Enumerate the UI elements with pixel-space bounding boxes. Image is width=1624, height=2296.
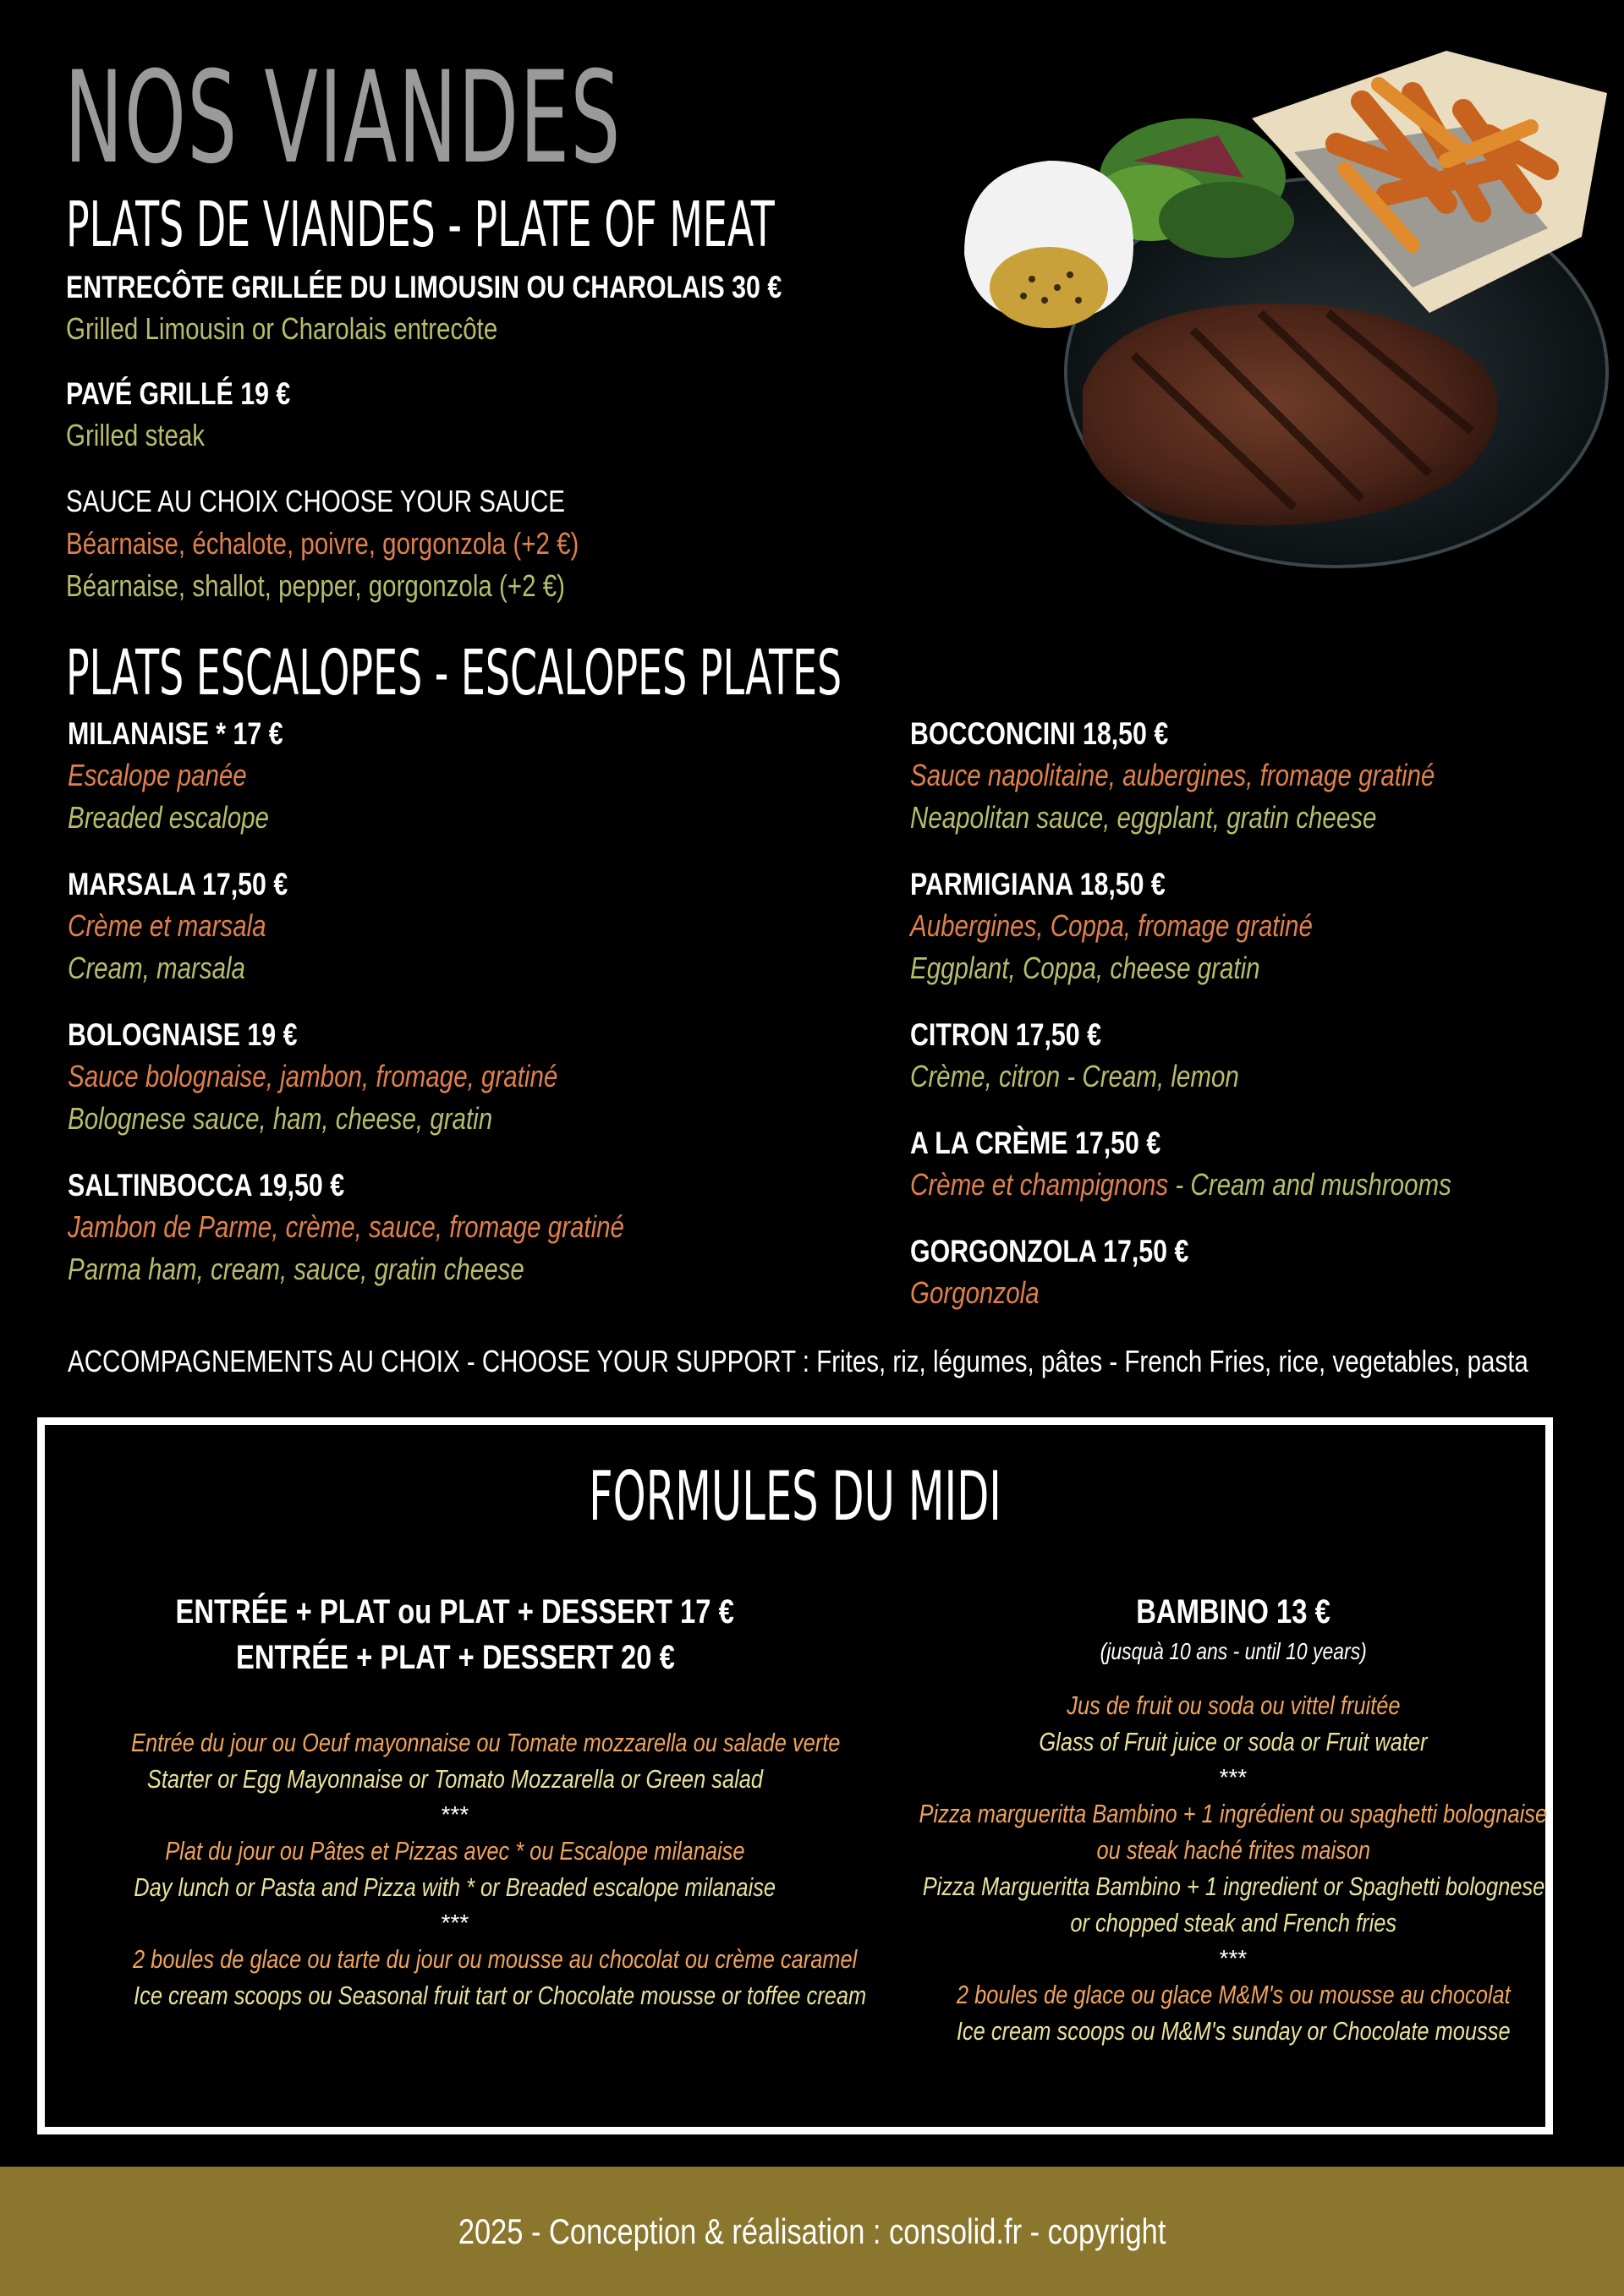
sauce-label: SAUCE AU CHOIX CHOOSE YOUR SAUCE — [66, 484, 565, 518]
menu-item-marsala — [68, 864, 336, 989]
item-desc-en: Eggplant, Coppa, cheese gratin — [910, 951, 1260, 985]
menu-item-parmigiana — [910, 864, 1401, 989]
item-name: SALTINBOCCA — [68, 1168, 252, 1203]
item-name: BOLOGNAISE — [68, 1017, 240, 1052]
item-name: GORGONZOLA — [910, 1234, 1096, 1269]
starter-en: Starter or Egg Mayonnaise or Tomato Mozzarella or Green salad — [146, 1764, 764, 1794]
main-en: Day lunch or Pasta and Pizza with * or Breaded escalope milanaise — [134, 1872, 776, 1902]
item-desc-en: Breaded escalope — [68, 800, 269, 835]
item-name: BOCCONCINI — [910, 716, 1076, 751]
item-price: 17,50 € — [1103, 1234, 1189, 1269]
escalope-section-title: PLATS ESCALOPES - ESCALOPES PLATES — [66, 637, 842, 710]
kids-dessert-fr: 2 boules de glace ou glace M&M's ou mousse au chocolat — [956, 1980, 1511, 2009]
menu-item-saltinbocca — [68, 1165, 746, 1290]
menu-item-entrecote — [66, 267, 939, 350]
menu-item-milanaise — [68, 714, 330, 839]
item-desc-en: Grilled steak — [66, 418, 206, 452]
item-desc-en: - Cream and mushrooms — [1168, 1167, 1451, 1202]
formules-box — [37, 1417, 1553, 2134]
item-desc-fr: Aubergines, Coppa, fromage gratiné — [910, 908, 1313, 943]
dessert-en: Ice cream scoops ou Seasonal fruit tart or Chocolate mousse or toffee cream — [134, 1981, 867, 2010]
item-price: 30 € — [732, 270, 782, 304]
drink-fr: Jus de fruit ou soda ou vittel fruitée — [1066, 1690, 1401, 1720]
dessert-fr: 2 boules de glace ou tarte du jour ou mousse au chocolat ou crème caramel — [132, 1944, 858, 1974]
menu-item-bocconcini — [910, 714, 1550, 839]
item-price: 17,50 € — [201, 867, 288, 901]
item-desc-fr: Gorgonzola — [910, 1275, 1040, 1310]
footer-credit: 2025 - Conception & réalisation : consolid.fr - copyright — [458, 2211, 1166, 2251]
item-desc-fr: Crème et champignons — [910, 1167, 1169, 1202]
item-price: 17,50 € — [1015, 1017, 1101, 1052]
item-name: PAVÉ GRILLÉ — [66, 376, 233, 411]
starter-fr: Entrée du jour ou Oeuf mayonnaise ou Tomate mozzarella ou salade verte — [131, 1728, 841, 1757]
item-price: 18,50 € — [1082, 716, 1169, 751]
item-price: 19,50 € — [258, 1168, 345, 1203]
bambino-age: (jusquà 10 ans - until 10 years) — [1100, 1638, 1367, 1664]
item-name: A LA CRÈME — [910, 1126, 1068, 1160]
item-name: MILANAISE * — [68, 716, 227, 751]
item-desc-en: Parma ham, cream, sauce, gratin cheese — [68, 1252, 524, 1286]
sauce-en: Béarnaise, shallot, pepper, gorgonzola (+2 €) — [66, 568, 565, 603]
item-desc-fr: Sauce bolognaise, jambon, fromage, gratiné — [68, 1059, 558, 1093]
steak-fries-photo — [939, 34, 1624, 592]
sauce-fr: Béarnaise, échalote, poivre, gorgonzola (+2 €) — [66, 526, 579, 561]
sauce-choice — [66, 480, 691, 607]
separator: *** — [1219, 1945, 1248, 1971]
formule-head-1: ENTRÉE + PLAT ou PLAT + DESSERT 17 € — [175, 1593, 735, 1630]
menu-item-pave — [66, 374, 340, 457]
menu-item-a-la-creme — [910, 1123, 1570, 1206]
item-price: 19 € — [240, 376, 291, 411]
formule-menu-column — [53, 1589, 867, 2014]
drink-en: Glass of Fruit juice or soda or Fruit water — [1039, 1727, 1428, 1756]
formules-title: FORMULES DU MIDI — [589, 1457, 1001, 1536]
formule-head-2: ENTRÉE + PLAT + DESSERT 20 € — [235, 1639, 675, 1676]
formule-bambino-column — [840, 1589, 1624, 2049]
separator: *** — [441, 1801, 469, 1827]
sides-choice: ACCOMPAGNEMENTS AU CHOIX - CHOOSE YOUR SUPPORT : Frites, riz, légumes, pâtes - French Fries, rice, vegetables, pasta — [68, 1344, 1528, 1378]
item-desc-en: Neapolitan sauce, eggplant, gratin cheese — [910, 800, 1377, 835]
kids-main-en-1: Pizza Margueritta Bambino + 1 ingredient or Spaghetti bolognese — [922, 1871, 1544, 1901]
bambino-head: BAMBINO 13 € — [1136, 1593, 1330, 1630]
item-desc-en: Bolognese sauce, ham, cheese, gratin — [68, 1101, 493, 1136]
item-name: PARMIGIANA — [910, 867, 1073, 901]
meat-section-title: PLATS DE VIANDES - PLATE OF MEAT — [66, 189, 775, 261]
menu-item-citron — [910, 1015, 1311, 1098]
kids-main-fr-2: ou steak haché frites maison — [1096, 1835, 1370, 1865]
item-price: 19 € — [247, 1017, 298, 1052]
item-desc-fr: Sauce napolitaine, aubergines, fromage gratiné — [910, 758, 1435, 792]
menu-item-gorgonzola — [910, 1231, 1250, 1314]
footer — [0, 2167, 1624, 2296]
kids-main-fr-1: Pizza margueritta Bambino + 1 ingrédient ou spaghetti bolognaise — [919, 1799, 1548, 1828]
kids-main-en-2: or chopped steak and French fries — [1070, 1908, 1396, 1937]
item-desc-fr: Escalope panée — [68, 758, 247, 792]
item-desc-en: Grilled Limousin or Charolais entrecôte — [66, 311, 498, 346]
item-price: 17,50 € — [1074, 1126, 1161, 1160]
item-name: MARSALA — [68, 867, 195, 901]
item-name: ENTRECÔTE GRILLÉE DU LIMOUSIN OU CHAROLAIS — [66, 270, 725, 304]
item-price: 17 € — [233, 716, 283, 751]
item-name: CITRON — [910, 1017, 1009, 1052]
item-desc-fr: Crème et marsala — [68, 908, 266, 943]
page-title: NOS VIANDES — [64, 45, 622, 192]
item-desc-fr: Jambon de Parme, crème, sauce, fromage gratiné — [68, 1209, 624, 1244]
menu-item-bolognaise — [68, 1015, 665, 1140]
separator: *** — [441, 1910, 469, 1936]
main-fr: Plat du jour ou Pâtes et Pizzas avec * ou Escalope milanaise — [165, 1836, 745, 1866]
item-desc-en: Cream, marsala — [68, 951, 245, 985]
item-desc-fr: Crème, citron - Cream, lemon — [910, 1059, 1239, 1093]
kids-dessert-en: Ice cream scoops ou M&M's sunday or Chocolate mousse — [956, 2016, 1511, 2046]
item-price: 18,50 € — [1079, 867, 1166, 901]
separator: *** — [1219, 1764, 1248, 1790]
